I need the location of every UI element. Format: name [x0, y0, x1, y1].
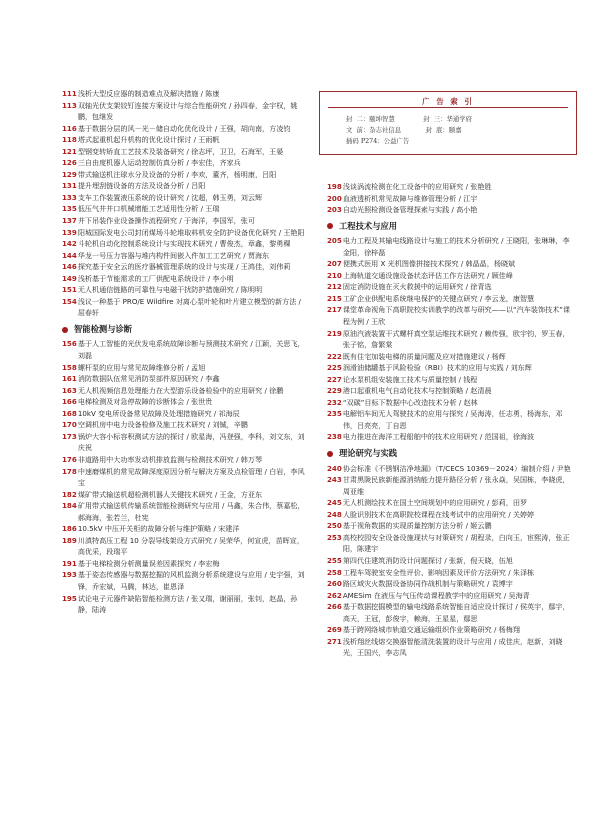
toc-article-title: 电解铝车间无人驾驶技术的应用与探究 / 吴海涛，任志勇，杨海东，邓伟，吕亮亮，丁自恩 — [342, 409, 563, 430]
toc-page-number: 176 — [62, 454, 77, 464]
toc-page-number: 227 — [327, 374, 342, 384]
toc-article-title: 工程车驾驶室安全性评价、影响因素及评价方法研究 / 朱泽栋 — [342, 567, 535, 577]
toc-entry — [62, 535, 308, 558]
toc-page-number: 116 — [62, 123, 77, 133]
toc-page-number: 229 — [327, 386, 342, 396]
toc-entry — [62, 569, 308, 592]
toc-page-number: 173 — [62, 431, 77, 441]
toc-page-number: 139 — [62, 227, 77, 237]
toc-article-title: 固定消防设施在灭火救援中的运用研究 / 徐青选 — [342, 282, 492, 292]
toc-entry — [62, 558, 308, 570]
toc-page-number: 232 — [327, 397, 342, 407]
toc-entry — [62, 146, 308, 158]
toc-entry — [327, 385, 574, 397]
toc-entry — [327, 520, 574, 532]
toc-entry — [62, 385, 308, 397]
toc-page-number: 189 — [62, 535, 77, 545]
toc-article-title: 润滑油储罐基于风险检验（RBI）技术的应用与实践 / 刘东辉 — [342, 363, 532, 373]
toc-article-title: 浅议一种基于 PRO/E Wildfire 对离心泵叶轮和叶片建立模型的新方法 / 屈春轩 — [77, 296, 301, 318]
toc-entry — [62, 215, 308, 227]
toc-page-number: 111 — [62, 89, 77, 98]
toc-article-title: 探究基于安全云的医疗器械管理系统的设计与实现 / 王鸿佳，刘伟莉 — [77, 262, 291, 272]
toc-page-number: 240 — [327, 463, 342, 473]
toc-entry — [327, 351, 574, 363]
toc-entry — [62, 250, 308, 262]
toc-article-title: 浅析基于节能需求的工厂供配电系统设计 / 李小明 — [77, 273, 234, 283]
toc-page-number: 253 — [327, 532, 342, 542]
toc-entry — [62, 261, 308, 273]
toc-page-number: 238 — [327, 432, 342, 442]
toc-page-number: 156 — [62, 339, 77, 349]
toc-article-title: 既有住宅加装电梯的质量问题及应对措施建议 / 杨辉 — [342, 351, 506, 361]
toc-article-title: 螺杆泵的应用与常见故障维修分析 / 孟旭 — [77, 362, 206, 372]
toc-article-title: 便携式医用 X 光机图像拼接技术探究 / 韩晶晶，杨晓斌 — [342, 259, 516, 269]
toc-article-title: 上海轨道交通设施设备状态评估工作方法研究 / 顾佳峰 — [342, 270, 513, 280]
ad-index-divider — [328, 107, 568, 108]
toc-entry — [62, 489, 308, 501]
toc-page-number: 135 — [62, 204, 77, 214]
toc-page-number: 113 — [62, 100, 77, 110]
toc-article-title: 阳城国际发电公司封闭煤场斗轮堆取料机安全防护设备优化研究 / 王艳阳 — [77, 227, 305, 237]
toc-page-number: 144 — [62, 250, 77, 260]
toc-entry — [327, 463, 574, 475]
section-heading-engineering — [327, 221, 574, 233]
section-heading-label: 理论研究与实践 — [339, 448, 398, 459]
toc-article-title: AMESim 在液压与气压传动课程教学中的应用研究 / 吴海青 — [342, 590, 530, 600]
section-heading-label: 智能检测与诊断 — [74, 323, 133, 334]
toc-page-number: 271 — [327, 636, 342, 646]
toc-article-title: 原油汽液装置干式螺杆真空泵运维技术研究 / 赖传强，欧宇钧，罗玉春，张子铭，詹繁棠 — [342, 328, 570, 350]
toc-article-title: 带式输送机注球水分及设备的分析 / 李欢，董齐，杨明康，吕阳 — [77, 169, 277, 179]
toc-page-number: 182 — [62, 489, 77, 499]
contents-list-right-middle — [327, 235, 574, 443]
toc-entry — [62, 419, 308, 431]
toc-entry — [62, 88, 308, 100]
toc-page-number: 146 — [62, 262, 77, 272]
red-dot-icon — [327, 223, 333, 229]
toc-page-number: 217 — [327, 305, 342, 315]
toc-entry — [62, 227, 308, 239]
toc-article-title: 提升埋刮链设备的方法及设备分析 / 吕阳 — [77, 181, 206, 191]
toc-entry — [62, 284, 308, 296]
toc-entry — [62, 373, 308, 385]
toc-entry — [62, 593, 308, 616]
toc-entry — [327, 408, 574, 431]
toc-entry — [327, 270, 574, 282]
toc-article-title: 人脸识别技术在高职院校课程在线考试中的应用研究 / 关婷婷 — [342, 509, 535, 519]
toc-article-title: 非道路用中大功率发动机排放监测与检测技术研究 / 韩万琴 — [77, 454, 263, 464]
toc-entry — [327, 578, 574, 590]
toc-page-number: 149 — [62, 273, 77, 283]
toc-article-title: 三自由度机器人运动控制仿真分析 / 李宏佳，齐家兵 — [77, 158, 241, 168]
ad-index-box — [319, 91, 577, 155]
toc-page-number: 178 — [62, 466, 77, 476]
toc-entry — [327, 362, 574, 374]
toc-page-number: 225 — [327, 363, 342, 373]
toc-entry — [327, 397, 574, 409]
red-dot-icon — [327, 451, 333, 457]
toc-article-title: 血液透析机常见故障与维修管理分析 / 江宇 — [342, 193, 478, 203]
toc-entry — [62, 408, 308, 420]
toc-page-number: 163 — [62, 385, 77, 395]
contents-list-left-top — [62, 88, 308, 319]
toc-article-title: 协会标准《不锈钢洁净地漏》（T/CECS 10369－2024）编制介绍 / 尹艳 — [342, 463, 571, 473]
toc-page-number: 248 — [327, 509, 342, 519]
toc-article-title: 井下吊装作业设备操作流程研究 / 于海洋，李国军，张可 — [77, 216, 255, 226]
toc-article-title: 浅析大型反应器的制造难点及解决措施 / 陈康 — [77, 89, 220, 98]
toc-entry — [327, 636, 574, 659]
toc-entry — [62, 134, 308, 146]
toc-article-title: 斗轮机自动化控制系统设计与实现技术研究 / 曹俊杰，章鑫，黎勇稞 — [77, 239, 291, 249]
toc-entry — [327, 431, 574, 443]
toc-article-title: 低压气井井口机械增能工艺适用性分析 / 王瑞 — [77, 204, 220, 214]
toc-article-title: 消防数据队伍常见消防泵部件原因研究 / 李鑫 — [77, 374, 220, 384]
toc-entry — [327, 567, 574, 579]
toc-page-number: 131 — [62, 181, 77, 191]
toc-article-title: 基于人工智能的光伏发电系统故障诊断与预测技术研究 / 江颖，关思飞，刘磊 — [77, 339, 305, 361]
toc-entry — [62, 169, 308, 181]
contents-list-right-bottom — [327, 463, 574, 659]
toc-page-number: 129 — [62, 169, 77, 179]
toc-page-number: 200 — [327, 193, 342, 203]
toc-entry — [62, 273, 308, 285]
toc-article-title: 煤矿带式输送机超检测机器人关键技术研究 / 王金，方亚东 — [77, 489, 263, 499]
left-column — [62, 88, 308, 616]
toc-entry — [62, 454, 308, 466]
toc-article-title: 电力工程及其输电线路设计与施工的技术分析研究 / 王晓阳，张琳琳，李金阳，徐梓磊 — [342, 236, 570, 257]
toc-page-number: 151 — [62, 285, 77, 295]
toc-article-title: 无人机测绘技术在国土空间规划中的应用研究 / 彭莉，田罗 — [342, 498, 528, 508]
toc-page-number: 170 — [62, 420, 77, 430]
toc-entry — [62, 338, 308, 361]
toc-page-number: 222 — [327, 351, 342, 361]
ad-index-title: 广 告 索 引 — [422, 97, 474, 106]
toc-article-title: 路区域灾火数据设备协同作战机制与策略研究 / 袁博宇 — [342, 579, 513, 589]
contents-list-left-bottom — [62, 338, 308, 615]
toc-page-number: 260 — [327, 579, 342, 589]
toc-page-number: 205 — [327, 236, 342, 246]
toc-article-title: 高校校园安全设备设施现状与对策研究 / 胡程录，白向玉，宦熙涛，张正阳，陈建宇 — [342, 532, 570, 554]
toc-page-number: 195 — [62, 593, 77, 603]
toc-page-number: 158 — [62, 362, 77, 372]
toc-entry — [62, 100, 308, 123]
toc-page-number: 258 — [327, 567, 342, 577]
toc-article-title: 基于跨网络城市轨道交通运输组织作业策略研究 / 杨梅翔 — [342, 625, 520, 635]
toc-page-number: 210 — [327, 270, 342, 280]
toc-entry — [327, 555, 574, 567]
toc-page-number: 154 — [62, 296, 77, 306]
toc-page-number: 219 — [327, 328, 342, 338]
toc-article-title: 甘肃黑陇民族新能源消纳能力提升路径分析 / 张永焱，吴国栋，李晓虎，周亚维 — [342, 475, 570, 496]
toc-article-title: 中速磨煤机的常见故障深度原因分析与解决方案及点检管理 / 白岩，李风宝 — [77, 466, 305, 488]
toc-entry — [327, 304, 574, 327]
toc-entry — [327, 474, 574, 497]
toc-entry — [327, 328, 574, 351]
toc-entry — [62, 180, 308, 192]
section-heading-label: 工程技术与应用 — [339, 220, 398, 231]
toc-article-title: 基于电梯检测分析测量误差因素探究 / 李宏梅 — [77, 558, 220, 568]
toc-entry — [62, 396, 308, 408]
toc-article-title: 港口起重机电气自动化技术与控制策略 / 赵清晨 — [342, 386, 492, 396]
toc-article-title: 10kV 变电所设备常见故障及处理措施研究 / 祁海辰 — [77, 408, 240, 418]
toc-entry — [62, 362, 308, 374]
toc-article-title: 川滇特高压工程 10 分裂导线架设方式研究 / 吴荣华，何宣虎，苗晖宣，高优采，段瑞平 — [77, 535, 304, 557]
toc-article-title: 华龙一号压力容器与堆内构件间嵌入件加工工艺研究 / 贾海东 — [77, 250, 270, 260]
toc-page-number: 207 — [327, 259, 342, 269]
toc-article-title: 基于数据分层的风－光－储自动化优化设计 / 王强，胡向南，方凌钧 — [77, 123, 291, 133]
toc-page-number: 243 — [327, 475, 342, 485]
toc-entry — [327, 235, 574, 258]
red-dot-icon — [62, 327, 68, 333]
toc-entry — [327, 281, 574, 293]
toc-page-number: 184 — [62, 501, 77, 511]
toc-article-title: 电梯检测及对急停故障的诊断体会 / 张世贵 — [77, 397, 213, 407]
toc-entry — [327, 258, 574, 270]
ad-index-row: 封 二：颐坤智慧 封 三：华通学府 — [346, 115, 473, 123]
ad-index-rows — [346, 114, 472, 147]
toc-page-number: 121 — [62, 146, 77, 156]
toc-page-number: 118 — [62, 135, 77, 145]
toc-entry — [327, 590, 574, 602]
toc-entry — [62, 431, 308, 454]
toc-entry — [62, 296, 308, 319]
toc-page-number: 215 — [327, 293, 342, 303]
toc-entry — [327, 532, 574, 555]
toc-entry — [327, 624, 574, 636]
toc-entry — [327, 509, 574, 521]
toc-page-number: 142 — [62, 239, 77, 249]
toc-entry — [62, 238, 308, 250]
toc-article-title: 支车工作装置液压系统的设计研究 / 沈超，韩玉勇，刘云辉 — [77, 192, 263, 202]
toc-page-number: 133 — [62, 192, 77, 202]
toc-article-title: 双轴光伏支架铰钉连接方案设计与综合性能研究 / 孙四春，金宇权，姚鹏，包继发 — [77, 100, 298, 122]
toc-article-title: 课堂革命视角下高职院校实训教学的改革与研究——以“汽车装饰技术”课程为例 / 王欣 — [342, 305, 571, 327]
toc-article-title: 空调机房中电力设备检修及施工技术研究 / 刘铖，辛鹏 — [77, 420, 248, 430]
toc-article-title: 塔式起重机起升机构的优化设计探讨 / 王雨帆 — [77, 135, 220, 145]
toc-article-title: 基于姿态传感器与数据挖掘的风机监测分析系统建设与应用 / 史宇强，刘锋，乔宏斌，马腾，林达，崔恩泽 — [77, 570, 305, 591]
toc-page-number: 250 — [327, 521, 342, 531]
toc-article-title: “双碳”目标下数据中心改造技术分析 / 赵林 — [342, 397, 478, 407]
toc-page-number: 137 — [62, 216, 77, 226]
toc-article-title: 电力推进在海洋工程船舶中的技术应用研究 / 范国祖，徐海波 — [342, 432, 535, 442]
toc-page-number: 198 — [327, 182, 342, 191]
toc-article-title: 无人机通信链路的可靠性与电磁干扰防护措施研究 / 陈明明 — [77, 285, 263, 295]
toc-page-number: 255 — [327, 555, 342, 565]
toc-page-number: 245 — [327, 498, 342, 508]
toc-page-number: 235 — [327, 409, 342, 419]
toc-article-title: 浅析翔丝线熔交换器智能清洗装置的设计与应用 / 成佳庆，赵新，刘晓光，王国兴，李志凤 — [342, 636, 563, 658]
toc-entry — [327, 601, 574, 624]
right-column — [327, 181, 574, 659]
toc-page-number: 186 — [62, 524, 77, 534]
toc-article-title: 论水泵机组安装施工技术与质量控制 / 钱程 — [342, 374, 478, 384]
toc-page-number: 161 — [62, 374, 77, 384]
toc-article-title: 浅谈涡流检测在化工设备中的应用研究 / 张艳胜 — [342, 182, 492, 191]
toc-page-number: 203 — [327, 205, 342, 215]
ad-index-row: 插码 P274：公益广告 — [346, 137, 410, 145]
toc-article-title: 无人机视频信息处理能力在大型游乐设备检验中的应用研究 / 徐鹏 — [77, 385, 284, 395]
toc-entry — [62, 192, 308, 204]
toc-article-title: 基于数据挖掘模型的输电线路系统智能自适应设计探讨 / 侯英宇，鄢宇，高天，王冠，彭俊宇，赖海，王星星，鄢思 — [342, 602, 570, 623]
toc-page-number: 191 — [62, 558, 77, 568]
toc-article-title: 锅炉大容小标容积测试方法的探讨 / 欧星海，冯登强，李科，刘文东，刘庆祝 — [77, 431, 305, 453]
toc-entry — [327, 193, 574, 205]
toc-page-number: 212 — [327, 282, 342, 292]
toc-article-title: 基于视角数据的实现质量控制方法分析 / 姬云鹏 — [342, 521, 492, 531]
toc-page-number: 266 — [327, 602, 342, 612]
toc-entry — [62, 523, 308, 535]
toc-page-number: 262 — [327, 590, 342, 600]
toc-article-title: 型钢变转矫直工艺技术及装备研究 / 徐志坪，卫卫，石海军，王晏 — [77, 146, 284, 156]
toc-article-title: 工矿企业供配电系统继电保护的关键点研究 / 李云龙，康智慧 — [342, 293, 535, 303]
toc-entry — [327, 497, 574, 509]
toc-article-title: 试论电子元器件缺陷智能检测方法 / 张又瑞，谢丽丽，张钊，赵晶，孙静，陆涛 — [77, 593, 298, 615]
toc-page-number: 269 — [327, 625, 342, 635]
toc-article-title: 第四代住建筑消防设计问题探讨 / 张新，倪天晓，伍旭 — [342, 555, 513, 565]
toc-entry — [327, 374, 574, 386]
section-heading-smart-detection — [62, 324, 308, 336]
toc-page-number: 193 — [62, 570, 77, 580]
toc-entry — [327, 204, 574, 216]
toc-article-title: 自动光照检测设备管理探索与实践 / 高小艳 — [342, 205, 478, 215]
toc-entry — [62, 466, 308, 489]
toc-article-title: 矿用带式输送机传输系统智能检测研究与应用 / 马鑫，朱合伟，蔡嘉松，郝海海，张若兰，杜宪 — [77, 501, 305, 522]
toc-entry — [327, 293, 574, 305]
toc-page-number: 168 — [62, 408, 77, 418]
toc-entry — [327, 181, 574, 193]
toc-entry — [62, 157, 308, 169]
toc-page-number: 166 — [62, 397, 77, 407]
ad-index-row: 文 前：杂志社信息 封 底：颐嘉 — [346, 126, 462, 134]
toc-entry — [62, 203, 308, 215]
toc-entry — [62, 500, 308, 523]
toc-article-title: 10.5kV 中压开关柜的故障分析与维护策略 / 宋建洋 — [77, 524, 240, 534]
toc-page-number: 126 — [62, 158, 77, 168]
toc-entry — [62, 123, 308, 135]
section-heading-theory — [327, 448, 574, 460]
contents-list-right-top — [327, 181, 574, 216]
